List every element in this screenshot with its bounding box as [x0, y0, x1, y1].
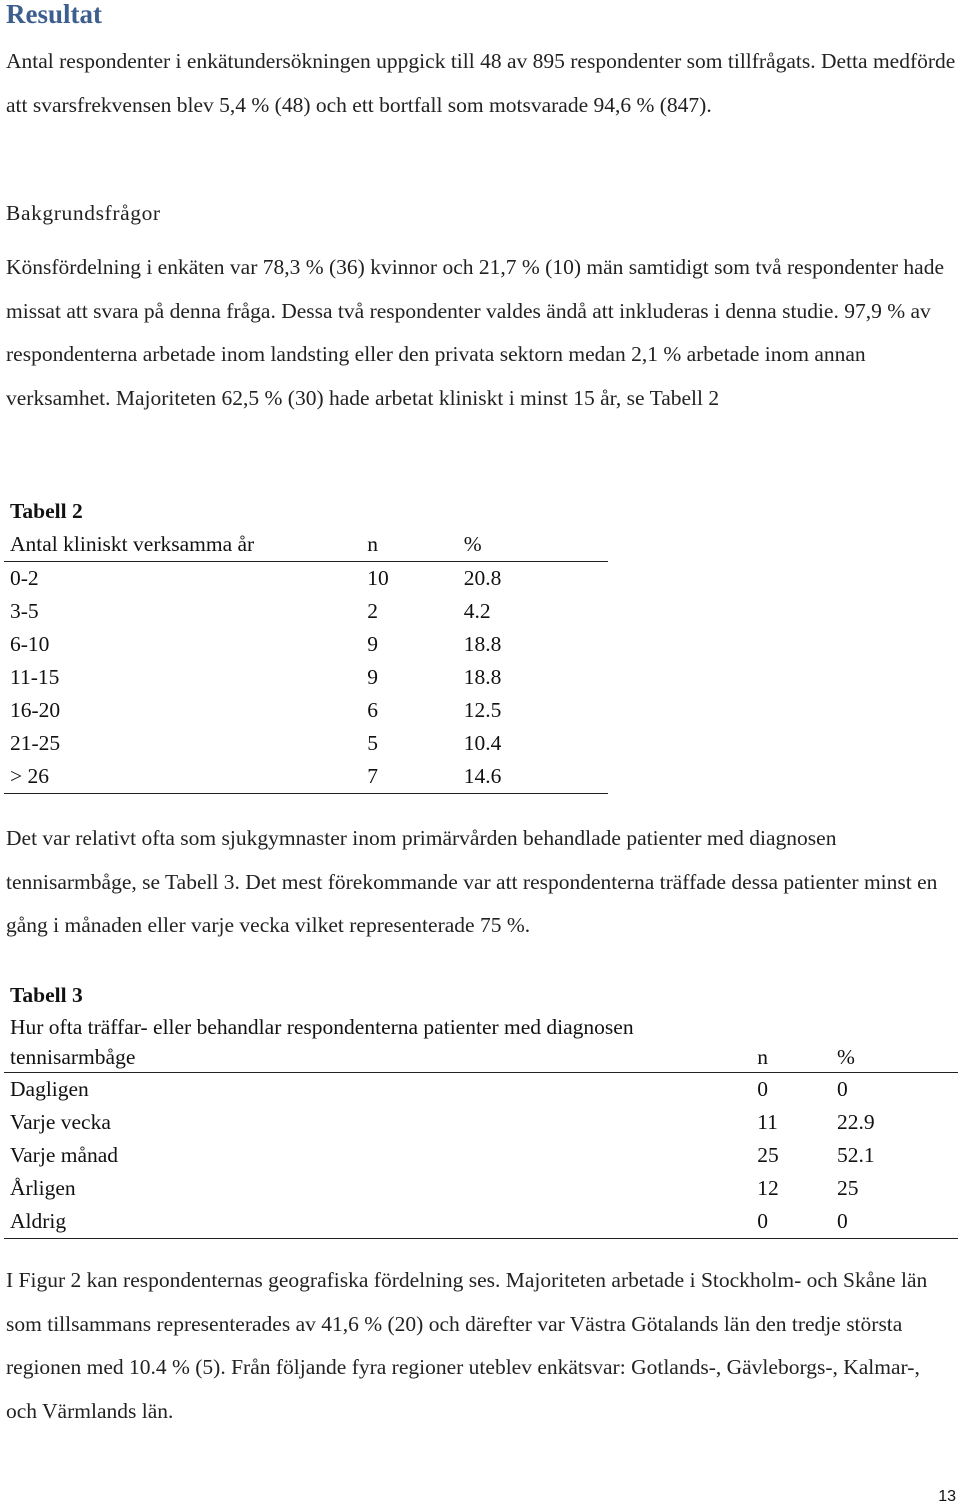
table-row	[4, 1205, 958, 1239]
table-cell: Varje vecka	[10, 1110, 111, 1134]
table-header-row	[4, 528, 608, 562]
table-cell: Aldrig	[4, 1205, 751, 1239]
table-cell: 20.8	[463, 566, 502, 590]
column-header: n	[751, 1042, 831, 1073]
table-cell: 25	[757, 1143, 779, 1167]
table-cell: 6-10	[10, 632, 50, 656]
table-cell: Årligen	[10, 1176, 76, 1200]
table-title-row	[4, 1012, 958, 1042]
table-row	[4, 562, 608, 596]
table-cell: 25	[836, 1176, 859, 1200]
table-cell: 18.8	[463, 665, 502, 689]
column-header: %	[458, 528, 608, 562]
table-cell: 12	[757, 1176, 779, 1200]
table-header-row	[4, 1042, 958, 1073]
table-cell: 9	[367, 665, 378, 689]
table-row	[4, 661, 608, 694]
subheading-background: Bakgrundsfrågor	[6, 201, 161, 225]
table-cell: 0	[836, 1077, 848, 1101]
table-row	[4, 727, 608, 760]
table-cell: 6	[367, 698, 378, 722]
table-2	[4, 494, 608, 794]
table-row	[4, 694, 608, 727]
table-cell: 16-20	[10, 698, 61, 722]
table-caption: Tabell 2	[10, 499, 83, 523]
table-row	[4, 595, 608, 628]
table-row	[4, 1172, 958, 1205]
table-cell: 10.4	[463, 731, 502, 755]
table-caption: Tabell 3	[10, 983, 83, 1007]
table-cell: 7	[361, 760, 458, 794]
table-row	[4, 760, 608, 794]
table-cell: 3-5	[10, 599, 39, 623]
page-number: 13	[938, 1488, 956, 1505]
table-cell: 22.9	[836, 1110, 875, 1134]
table-cell: 11	[757, 1110, 778, 1134]
section-heading: Resultat	[6, 0, 102, 29]
table-cell: 11-15	[10, 665, 60, 689]
table-cell: 12.5	[463, 698, 502, 722]
table-cell: 9	[367, 632, 378, 656]
table-cell: 0	[831, 1205, 958, 1239]
table-cell: 4.2	[463, 599, 491, 623]
paragraph-frequency: Det var relativt ofta som sjukgymnaster inom primärvården behandlade patienter med diagnosen tennisarmbåge, se Tabell 3. Det mest förekommande var att respondenterna träffade dessa patienter minst en gång i månaden eller varje vecka vilket representerade 75 %.	[6, 826, 938, 937]
paragraph-response-rate: Antal respondenter i enkätundersökningen uppgick till 48 av 895 respondenter som tillfrågats. Detta medförde att svarsfrekvensen blev 5,4 % (48) och ett bortfall som motsvarade 94,6 % (847).	[6, 49, 956, 117]
table-cell: > 26	[4, 760, 361, 794]
table-row	[4, 628, 608, 661]
paragraph-geography: I Figur 2 kan respondenternas geografiska fördelning ses. Majoriteten arbetade i Stockholm- och Skåne län som tillsammans representerades av 41,6 % (20) och därefter var Västra Götalands län den tredje största regionen med 10.4 % (5). Från följande fyra regioner uteblev enkätsvar: Gotlands-, Gävleborgs-, Kalmar-, och Värmlands län.	[6, 1268, 928, 1423]
table-row	[4, 1139, 958, 1172]
table-cell: 14.6	[458, 760, 608, 794]
table-cell: 10	[367, 566, 389, 590]
table-row	[4, 1106, 958, 1139]
table-title: Hur ofta träffar- eller behandlar respondenterna patienter med diagnosen	[10, 1015, 634, 1039]
paragraph-background: Könsfördelning i enkäten var 78,3 % (36) kvinnor och 21,7 % (10) män samtidigt som två respondenter hade missat att svara på denna fråga. Dessa två respondenter valdes ändå att inkluderas i denna studie. 97,9 % av respondenterna arbetade inom landsting eller den privata sektorn medan 2,1 % arbetade inom annan verksamhet. Majoriteten 62,5 % (30) hade arbetat kliniskt i minst 15 år, se Tabell 2	[6, 255, 945, 410]
table-cell: Dagligen	[10, 1077, 89, 1101]
table-cell: 0	[751, 1205, 831, 1239]
column-header: n	[361, 528, 458, 562]
table-caption-row	[4, 494, 608, 528]
table-cell: 5	[367, 731, 378, 755]
column-header: tennisarmbåge	[4, 1042, 751, 1073]
table-3	[4, 978, 958, 1239]
table-cell: 0-2	[10, 566, 39, 590]
column-header: Antal kliniskt verksamma år	[4, 528, 361, 562]
table-cell: 18.8	[463, 632, 502, 656]
table-cell: 21-25	[10, 731, 61, 755]
table-caption-row	[4, 978, 958, 1012]
table-cell: Varje månad	[10, 1143, 119, 1167]
table-cell: 52.1	[836, 1143, 875, 1167]
column-header: %	[831, 1042, 958, 1073]
table-cell: 0	[757, 1077, 768, 1101]
table-row	[4, 1073, 958, 1107]
table-cell: 2	[367, 599, 378, 623]
